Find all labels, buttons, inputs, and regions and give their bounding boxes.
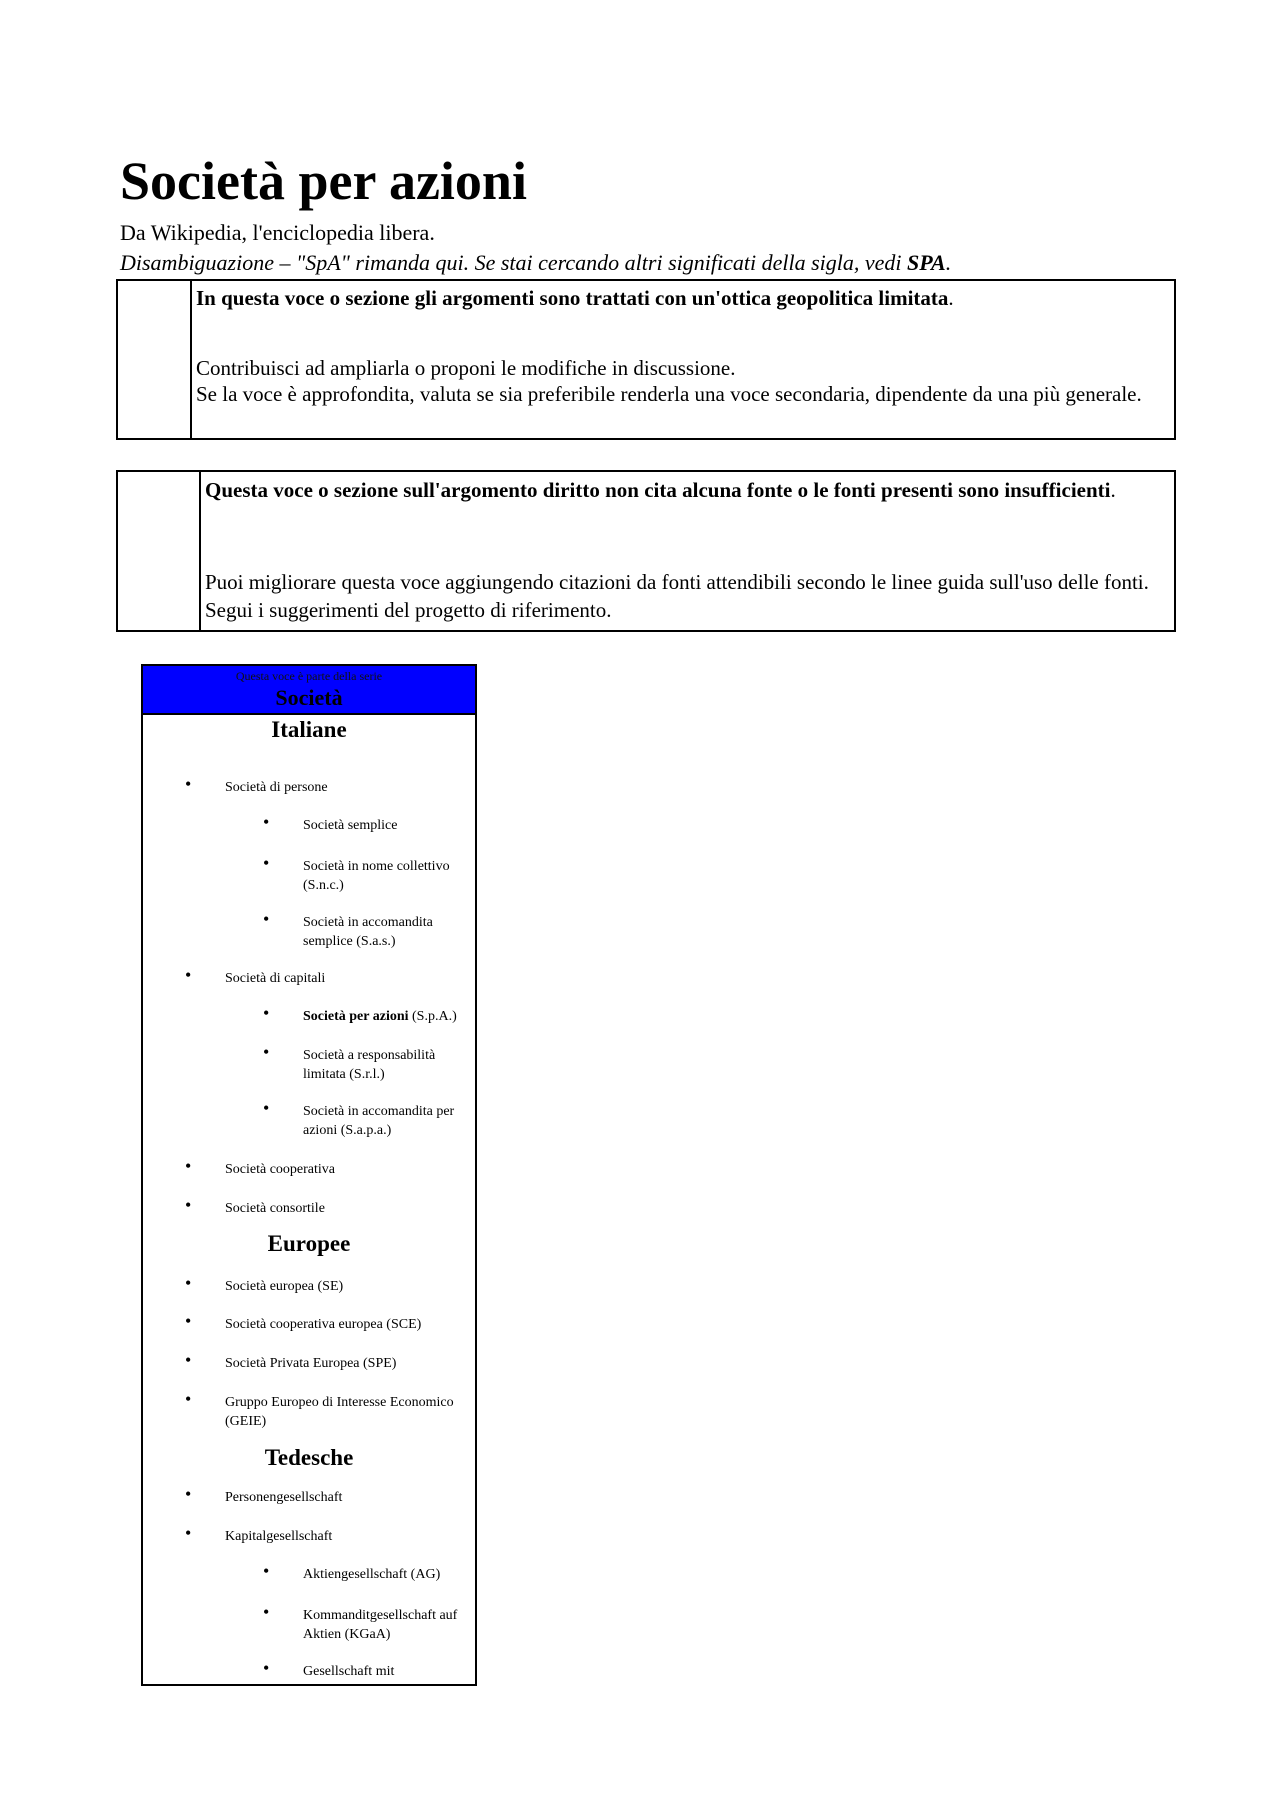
list-item-label: Società di persone — [225, 780, 328, 795]
list-item-label: Gesellschaft mit — [303, 1664, 395, 1679]
list-item-label: Società semplice — [303, 818, 398, 833]
list-item-suffix: (S.p.A.) — [408, 1009, 457, 1024]
list-item[interactable] — [263, 1042, 471, 1084]
navbox-header — [143, 666, 475, 715]
section-title-europee: Europee — [267, 1231, 351, 1256]
notice-text-cell — [192, 281, 1174, 438]
list-item-label: Società in accomandita per azioni (S.a.p.a.) — [303, 1104, 455, 1138]
list-item-current — [263, 1003, 471, 1026]
notice-bold-end: . — [948, 286, 954, 310]
notice-text-cell — [201, 472, 1174, 630]
notice-line: Contribuisci ad ampliarla o proponi le modifiche in discussione. — [196, 356, 736, 380]
list-item[interactable] — [263, 909, 471, 951]
bullet-icon: • — [185, 1195, 192, 1215]
series-navbox — [141, 664, 477, 1686]
list-item-label: Società in nome collettivo (S.n.c.) — [303, 859, 450, 893]
list-item-label: Personengesellschaft — [225, 1490, 343, 1505]
notice-bold-text: In questa voce o sezione gli argomenti sono trattati con un'ottica geopolitica limitata — [196, 286, 949, 310]
sources-notice — [116, 470, 1176, 632]
page-subtitle: Da Wikipedia, l'enciclopedia libera. — [120, 220, 435, 245]
list-item[interactable] — [185, 1484, 470, 1507]
bullet-icon: • — [263, 1098, 270, 1118]
section-title-tedesche: Tedesche — [264, 1445, 354, 1470]
list-item-label: Gruppo Europeo di Interesse Economico (GEIE) — [225, 1395, 454, 1429]
notice-bold-line — [196, 284, 954, 312]
notice-bold-line — [205, 475, 1160, 505]
list-item-label-current: Società per azioni — [303, 1009, 409, 1024]
list-item-label: Kommanditgesellschaft auf Aktien (KGaA) — [303, 1608, 458, 1642]
list-item[interactable] — [185, 1195, 470, 1218]
bullet-icon: • — [263, 853, 270, 873]
list-item[interactable] — [185, 1156, 470, 1179]
list-item-label: Kapitalgesellschaft — [225, 1529, 333, 1544]
notice-bold-text: Questa voce o sezione sull'argomento diritto non cita alcuna fonte o le fonti presenti sono insufficienti — [205, 478, 1111, 502]
disambiguation-note — [120, 249, 951, 277]
bullet-icon: • — [185, 965, 192, 985]
list-item[interactable] — [263, 1561, 471, 1584]
notice-body — [196, 355, 1170, 407]
bullet-icon: • — [185, 1523, 192, 1543]
list-item-label: Società consortile — [225, 1201, 325, 1216]
list-item[interactable] — [185, 1311, 470, 1334]
list-item[interactable] — [263, 1098, 471, 1140]
list-item-label: Società cooperativa europea (SCE) — [225, 1317, 422, 1332]
list-item[interactable] — [185, 965, 470, 988]
list-item[interactable] — [185, 1273, 470, 1296]
bullet-icon: • — [185, 1311, 192, 1331]
list-item[interactable] — [263, 1658, 471, 1681]
list-item-label: Aktiengesellschaft (AG) — [303, 1567, 441, 1582]
list-item-label: Società di capitali — [225, 971, 326, 986]
navbox-title[interactable]: Società — [275, 685, 343, 710]
list-item[interactable] — [185, 774, 470, 797]
list-item-label: Società a responsabilità limitata (S.r.l.) — [303, 1048, 436, 1082]
bullet-icon: • — [185, 1350, 192, 1370]
list-item[interactable] — [263, 812, 471, 835]
disambiguation-end: . — [945, 250, 952, 275]
list-item-label: Società cooperativa — [225, 1162, 336, 1177]
list-item[interactable] — [185, 1350, 470, 1373]
list-item-label: Società in accomandita semplice (S.a.s.) — [303, 915, 433, 949]
section-title-italiane: Italiane — [271, 717, 347, 742]
bullet-icon: • — [185, 1389, 192, 1409]
bullet-icon: • — [185, 774, 192, 794]
list-item-label: Società europea (SE) — [225, 1279, 344, 1294]
geopolitics-notice — [116, 279, 1176, 440]
disambiguation-text: Disambiguazione – "SpA" rimanda qui. Se stai cercando altri significati della sigla, vedi — [120, 250, 907, 275]
list-item[interactable] — [185, 1389, 470, 1431]
notice-body: Puoi migliorare questa voce aggiungendo citazioni da fonti attendibili secondo le linee guida sull'uso delle fonti. Segui i suggerimenti del progetto di riferimento. — [205, 570, 1149, 622]
bullet-icon: • — [263, 1602, 270, 1622]
bullet-icon: • — [263, 1561, 270, 1581]
bullet-icon: • — [263, 909, 270, 929]
notice-bold-end: . — [1110, 478, 1116, 502]
notice-icon-cell — [118, 281, 192, 438]
notice-line: Se la voce è approfondita, valuta se sia preferibile renderla una voce secondaria, dipendente da una più generale. — [196, 382, 1142, 406]
bullet-icon: • — [263, 812, 270, 832]
bullet-icon: • — [185, 1156, 192, 1176]
disambiguation-link[interactable]: SPA — [907, 250, 946, 275]
list-item[interactable] — [263, 853, 471, 895]
navbox-pretitle: Questa voce è parte della serie — [235, 669, 383, 683]
bullet-icon: • — [263, 1003, 270, 1023]
bullet-icon: • — [263, 1658, 270, 1678]
list-item[interactable] — [185, 1523, 470, 1546]
bullet-icon: • — [185, 1484, 192, 1504]
list-item-label: Società Privata Europea (SPE) — [225, 1356, 397, 1371]
notice-icon-cell — [118, 472, 201, 630]
bullet-icon: • — [263, 1042, 270, 1062]
bullet-icon: • — [185, 1273, 192, 1293]
page-title: Società per azioni — [120, 151, 527, 211]
list-item[interactable] — [263, 1602, 471, 1644]
